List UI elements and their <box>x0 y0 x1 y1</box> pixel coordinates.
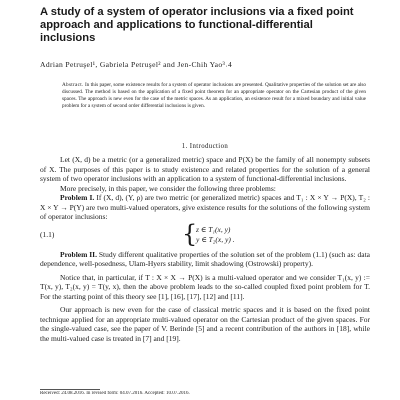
body-text <box>40 155 370 343</box>
equation-line: z ∈ T₁(x, y) <box>196 224 231 234</box>
problem-two <box>40 250 370 269</box>
problem-label: Problem I. <box>60 193 95 202</box>
author-list: Adrian Petruşel¹, Gabriela Petruşel² and Jen-Chih Yao³˒4 <box>40 60 233 69</box>
left-brace-icon: { <box>182 219 198 248</box>
abstract <box>62 82 366 110</box>
problem-text: Study different qualitative properties of the solution set of the problem (1.1) (such as: data dependence, well-posedness, Ulam-Hyers stability, limit shadowing (Ostrowski) property). <box>40 249 370 268</box>
equation-number: (1.1) <box>40 229 55 239</box>
abstract-text: In this paper, some existence results for a system of operator inclusions are presented. Qualitative properties of the solution set are also discussed. The method is based on the application of a fixed point theorem for an appropriate operator on the Cartesian product of the given spaces. The approach is new even for the case of the metric spaces. As an application, an existence result for a mixed boundary and initial value problem for a system of second order differential inclusions is given. <box>62 82 367 110</box>
paragraph: Let (X, d) be a metric (or a generalized metric) space and P(X) be the family of all nonempty subsets of X. The purposes of this paper is to study existence and related properties for the solution of a general system of two operator inclusions with an application to a system of functional-differential inclusions. <box>40 155 370 183</box>
paragraph: Notice that, in particular, if T : X × X → P(X) is a multi-valued operator and we consider T₁(x, y) := T(x, y), T₂(x, y) = T(y, x), then the above problem leads to the so-called coupled fixed point problem for T. For the starting point of this theory see [1], [16], [17], [12] and [11]. <box>40 272 370 301</box>
problem-text: If (X, d), (Y, ρ) are two metric (or generalized metric) spaces and T₁ : X × Y → P(X), T₂ : X × Y → P(Y) are two multi-valued operators, give existence results for the solutions of the following system of operator inclusions: <box>40 193 371 221</box>
equation-block <box>40 219 370 248</box>
problem-one <box>40 193 370 222</box>
paragraph: More precisely, in this paper, we consider the following three problems: <box>60 183 276 193</box>
paragraph: Our approach is new even for the case of classical metric spaces and it is based on the fixed point technique applied for an appropriate multi-valued operator on the Cartesian product of the given spaces. For the single-valued case, see the paper of V. Berinde [5] and a recent contribution of the authors in [18], while the multi-valued case is treated in [7] and [19]. <box>40 305 370 343</box>
footnote-rule <box>40 389 100 390</box>
problem-label: Problem II. <box>60 249 97 259</box>
section-heading: 1. Introduction <box>181 143 229 150</box>
paper-title: A study of a system of operator inclusions via a fixed point approach and applications to functional-differential inclusions <box>40 6 354 44</box>
footnote: Received: 24.08.2016. In revised form: 04.07.2016. Accepted: 10.07.2016. <box>40 391 190 396</box>
equation-line: y ∈ T₂(x, y) . <box>196 234 235 244</box>
abstract-label: Abstract. <box>62 82 84 88</box>
